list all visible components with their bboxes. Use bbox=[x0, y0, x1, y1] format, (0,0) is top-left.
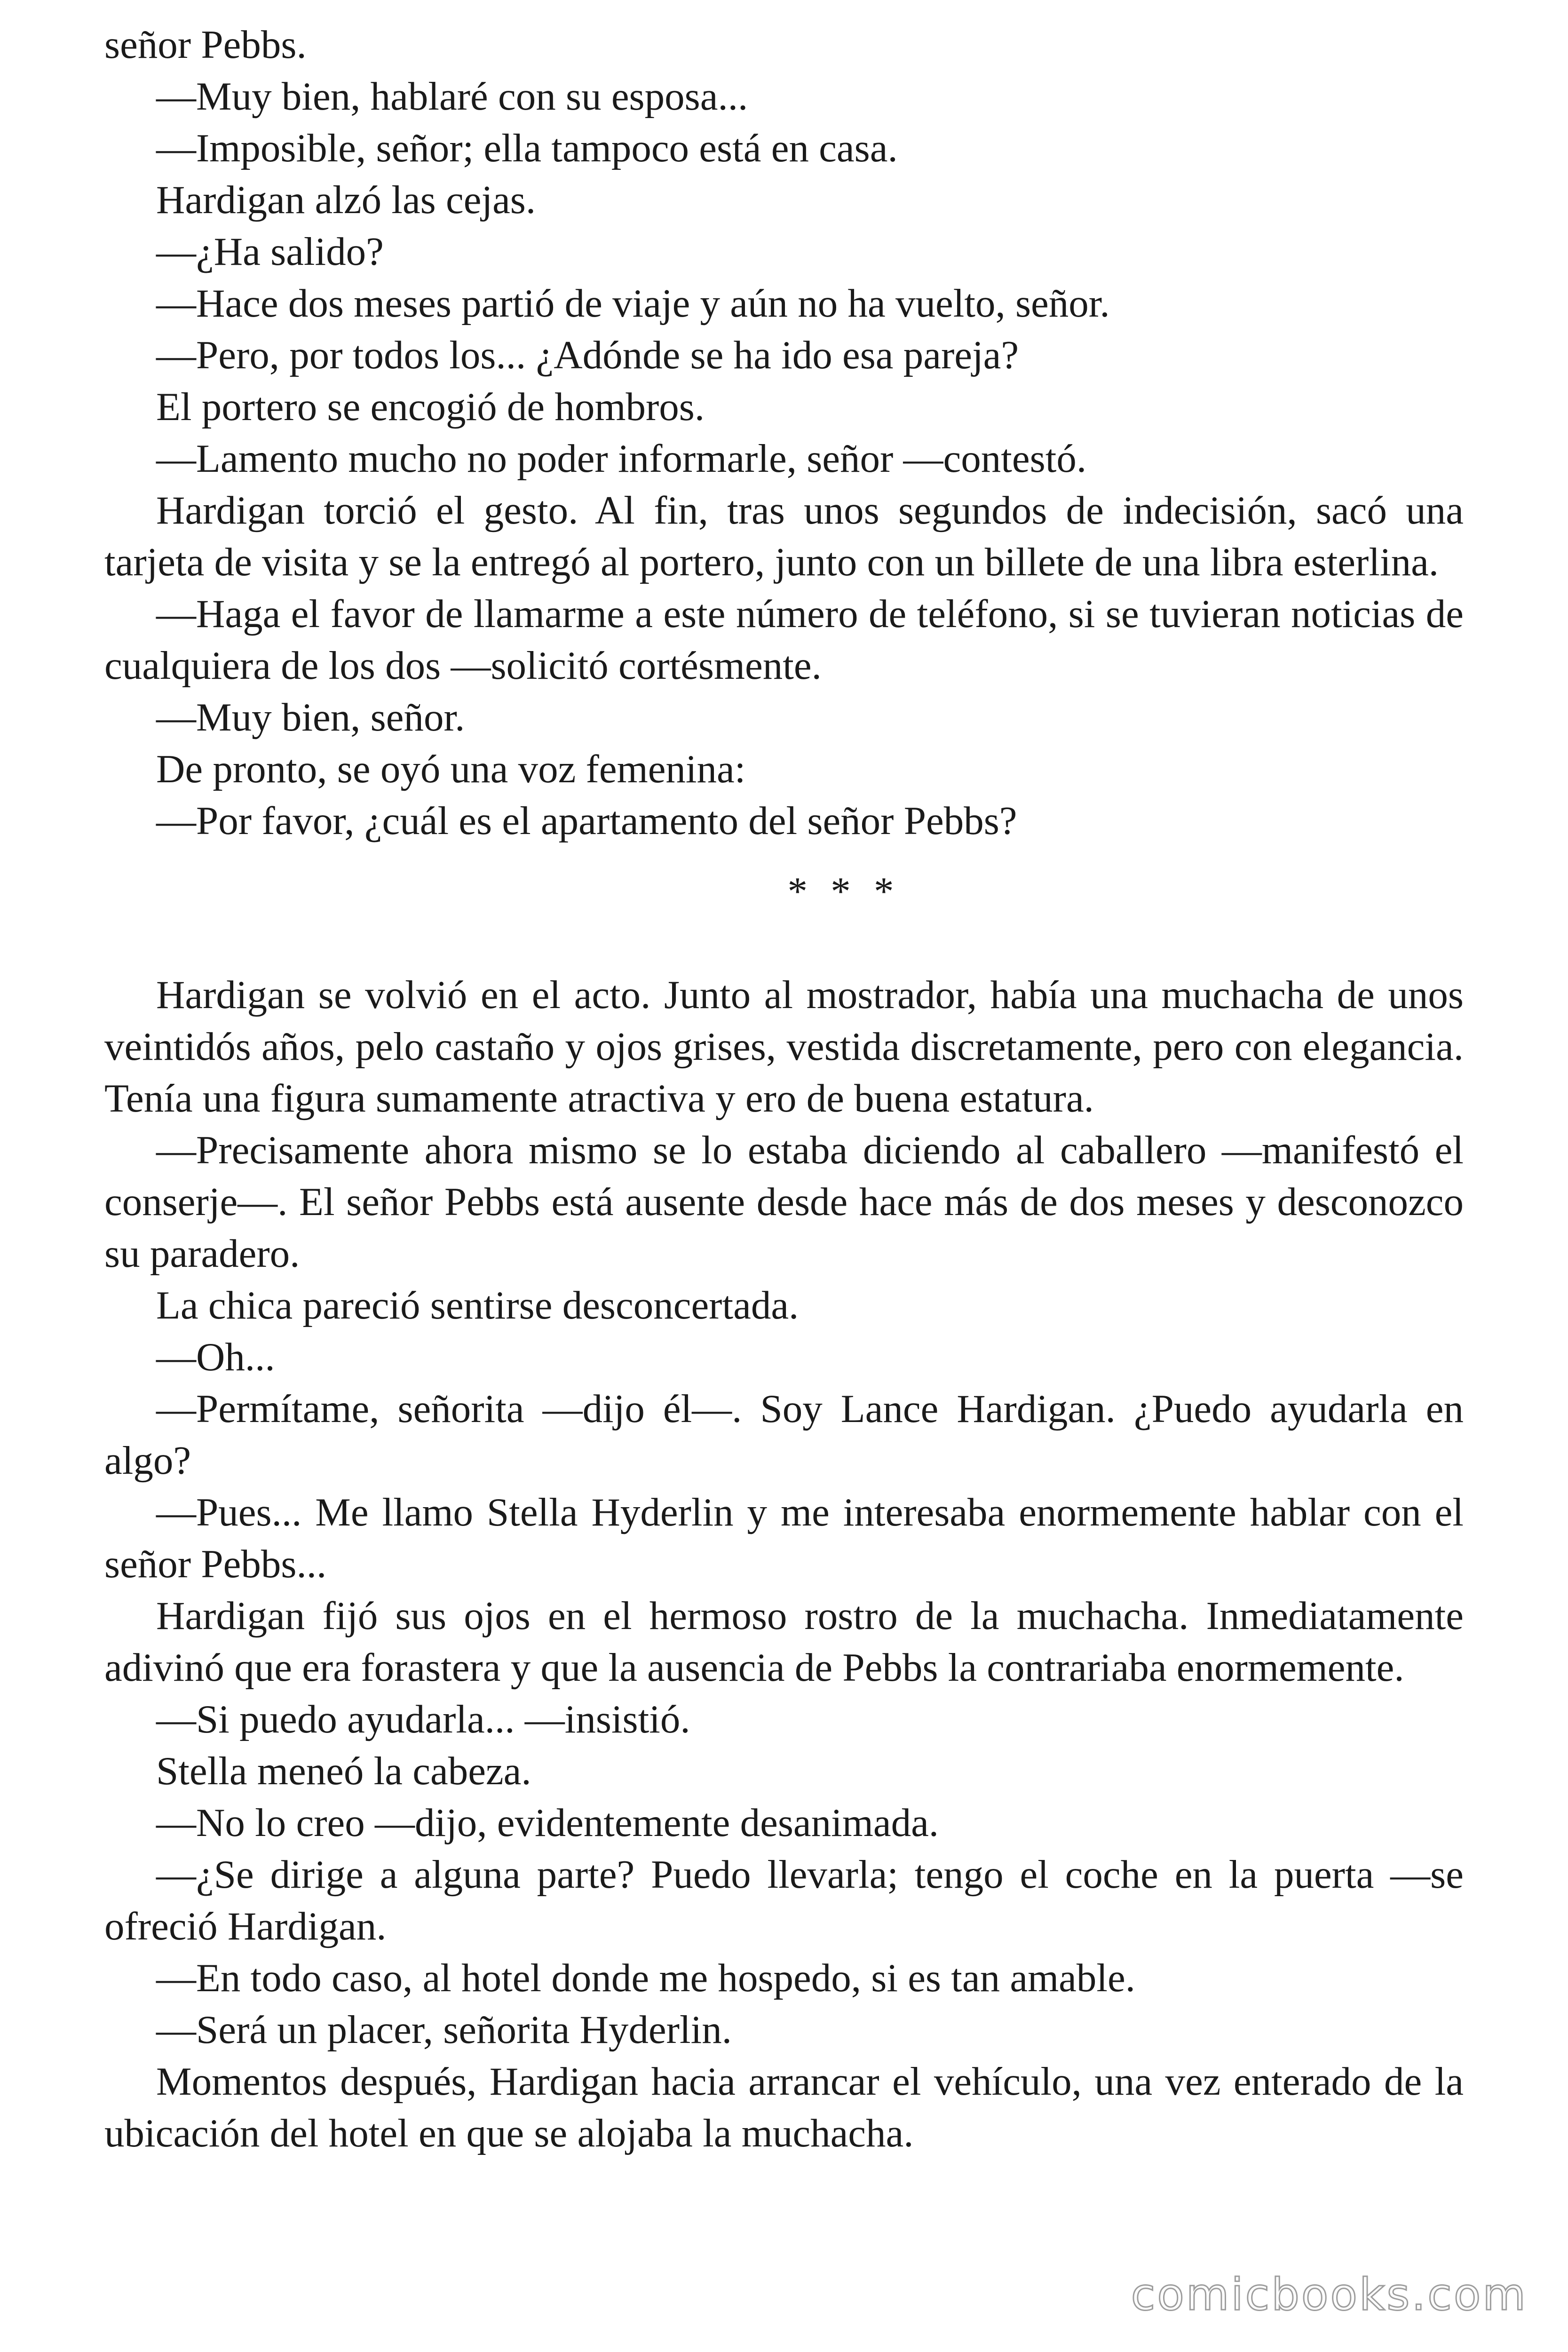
paragraph: —En todo caso, al hotel donde me hospedo, si es tan amable. bbox=[156, 1956, 1136, 2000]
paragraph: —Oh... bbox=[156, 1335, 275, 1379]
paragraph: —Imposible, señor; ella tampoco está en casa. bbox=[156, 126, 898, 170]
paragraph: —Muy bien, hablaré con su esposa... bbox=[156, 74, 748, 119]
paragraph: Stella meneó la cabeza. bbox=[156, 1749, 531, 1793]
paragraph: El portero se encogió de hombros. bbox=[156, 385, 705, 429]
watermark: comicbooks.com bbox=[1131, 2269, 1528, 2320]
paragraph: Momentos después, Hardigan hacia arrancar el vehículo, una vez enterado de la ubicación del hotel en que se alojaba la muchacha. bbox=[104, 2059, 1464, 2155]
paragraph: —Pues... Me llamo Stella Hyderlin y me interesaba enormemente hablar con el señor Pebbs... bbox=[104, 1490, 1464, 1586]
paragraph: señor Pebbs. bbox=[104, 23, 307, 67]
paragraph: Hardigan torció el gesto. Al fin, tras unos segundos de indecisión, sacó una tarjeta de visita y se la entregó al portero, junto con un billete de una libra esterlina. bbox=[104, 488, 1464, 584]
paragraph: —Muy bien, señor. bbox=[156, 695, 465, 739]
paragraph: —Si puedo ayudarla... —insistió. bbox=[156, 1697, 690, 1741]
section-separator: * * * bbox=[787, 869, 901, 914]
paragraph: —Lamento mucho no poder informarle, señor —contestó. bbox=[156, 437, 1087, 481]
paragraph: —Precisamente ahora mismo se lo estaba diciendo al caballero —manifestó el conserje—. El señor Pebbs está ausente desde hace más de dos meses y desconozco su paradero. bbox=[104, 1128, 1464, 1276]
paragraph: —Pero, por todos los... ¿Adónde se ha ido esa pareja? bbox=[156, 333, 1019, 377]
paragraph: Hardigan se volvió en el acto. Junto al mostrador, había una muchacha de unos veintidós años, pelo castaño y ojos grises, vestida discretamente, pero con elegancia. Tenía una figura sumamente atractiva y ero de buena estatura. bbox=[104, 973, 1464, 1120]
paragraph: —Permítame, señorita —dijo él—. Soy Lance Hardigan. ¿Puedo ayudarla en algo? bbox=[104, 1387, 1464, 1483]
paragraph: —Hace dos meses partió de viaje y aún no ha vuelto, señor. bbox=[156, 281, 1110, 326]
paragraph: —¿Ha salido? bbox=[156, 230, 384, 274]
paragraph: —No lo creo —dijo, evidentemente desanimada. bbox=[156, 1801, 939, 1845]
paragraph: Hardigan alzó las cejas. bbox=[156, 178, 536, 222]
paragraph: —¿Se dirige a alguna parte? Puedo llevarla; tengo el coche en la puerta —se ofreció Hardigan. bbox=[104, 1852, 1464, 1948]
page-body bbox=[104, 19, 1464, 2159]
paragraph: La chica pareció sentirse desconcertada. bbox=[156, 1283, 799, 1327]
paragraph: —Haga el favor de llamarme a este número de teléfono, si se tuvieran noticias de cualquiera de los dos —solicitó cortésmente. bbox=[104, 592, 1464, 688]
paragraph: De pronto, se oyó una voz femenina: bbox=[156, 747, 746, 791]
paragraph: Hardigan fijó sus ojos en el hermoso rostro de la muchacha. Inmediatamente adivinó que era forastera y que la ausencia de Pebbs la contrariaba enormemente. bbox=[104, 1594, 1464, 1690]
paragraph: —Será un placer, señorita Hyderlin. bbox=[156, 2008, 732, 2052]
paragraph: —Por favor, ¿cuál es el apartamento del señor Pebbs? bbox=[156, 799, 1017, 843]
